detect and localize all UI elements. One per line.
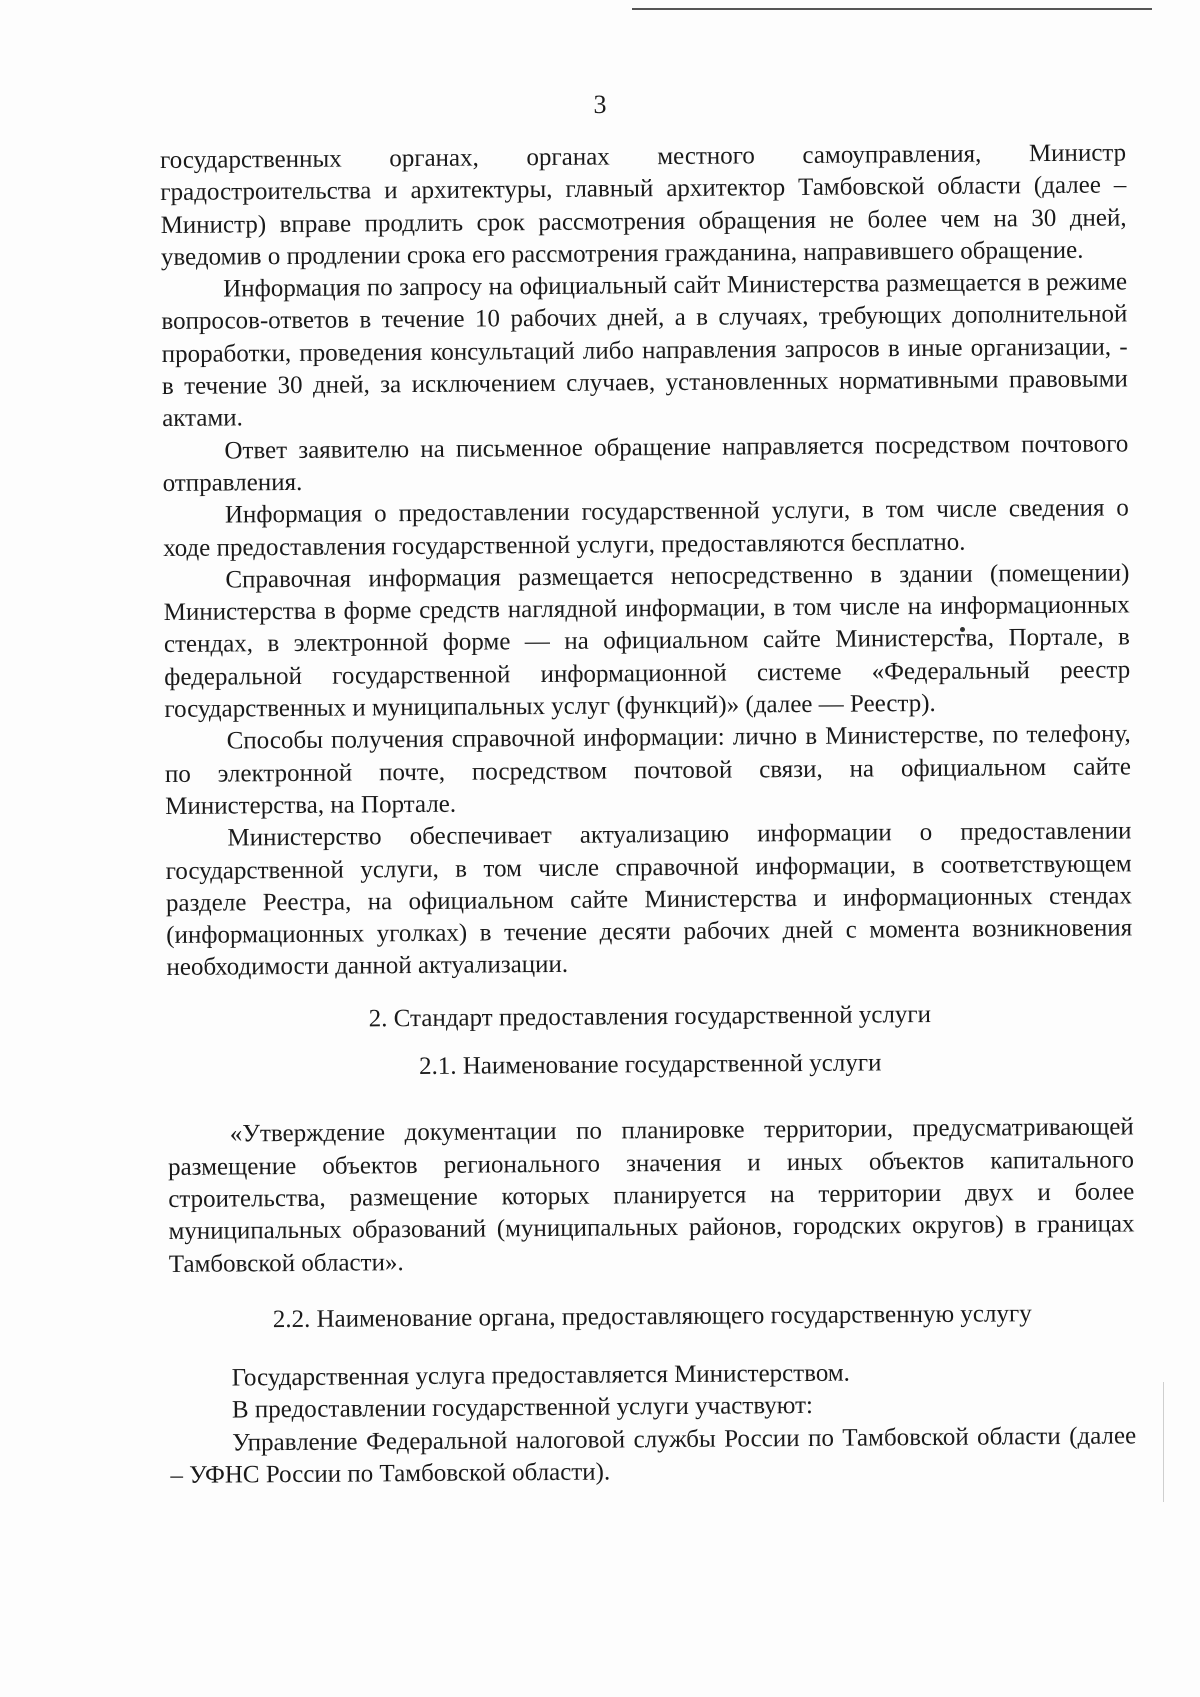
margin-rule (1163, 1382, 1164, 1502)
paragraph: Государственная услуга предоставляется Министерством. (231, 1359, 850, 1392)
document-body (160, 137, 1137, 1492)
top-rule (632, 8, 1152, 10)
subsection-heading: 2.2. Наименование органа, предоставляющего государственную услугу (272, 1299, 1032, 1333)
page-number: 3 (593, 90, 607, 119)
subsection-heading: 2.1. Наименование государственной услуги (418, 1049, 882, 1081)
paragraph: В предоставлении государственной услуги участвуют: (231, 1392, 814, 1424)
paragraph: Способы получения справочной информации: лично в Министерстве, по телефону, по электронной почте, посредством почтовой связи, на официальном сайте Министерства, на Портале. (164, 720, 1132, 820)
paragraph: Управление Федеральной налоговой службы России по Тамбовской области (далее – УФНС России по Тамбовской области). (170, 1422, 1137, 1489)
section-heading: 2. Стандарт предоставления государственной услуги (368, 1000, 932, 1033)
paragraph: государственных органах, органах местного самоуправления, Министр градостроительства и архитектуры, главный архитектор Тамбовской области (далее – Министр) вправе продлить срок рассмотрения обращения не более чем на 30 дней, уведомив о продлении срока его рассмотрения гражданина, направившего обращение. (160, 139, 1127, 271)
paragraph: Информация о предоставлении государственной услуги, в том числе сведения о ходе предоставления государственной услуги, предоставляются бесплатно. (163, 494, 1129, 562)
paragraph: Информация по запросу на официальный сайт Министерства размещается в режиме вопросов-ответов в течение 10 рабочих дней, а в случаях, требующих дополнительной проработки, проведения консультаций либо направления запросов в иные организации, - в течение 30 дней, за исключением случаев, установленных нормативными правовыми актами. (161, 268, 1128, 433)
paragraph: Справочная информация размещается непосредственно в здании (помещении) Министерства в форме средств наглядной информации, в том числе на информационных стендах, в электронной форме — на официальном сайте Министерства, Портале, в федеральной государственной информационной системе «Федеральный реестр государственных и муниципальных услуг (функций)» (далее — Реестр). (163, 559, 1131, 724)
paragraph: Ответ заявителю на письменное обращение направляется посредством почтового отправления. (162, 430, 1129, 497)
paragraph: Министерство обеспечивает актуализацию информации о предоставлении государственной услуги, в том числе справочной информации, в соответствующем разделе Реестра, на официальном сайте Министерства и информационных стендах (информационных уголках) в течение десяти рабочих дней с момента возникновения необходимости данной актуализации. (165, 817, 1133, 982)
service-name-paragraph: «Утверждение документации по планировке территории, предусматривающей размещение объектов регионального значения и иных объектов капитального строительства, размещение которых планируется на территории двух и более муниципальных образований (муниципальных районов, городских округов) в границах Тамбовской области». (167, 1113, 1135, 1278)
